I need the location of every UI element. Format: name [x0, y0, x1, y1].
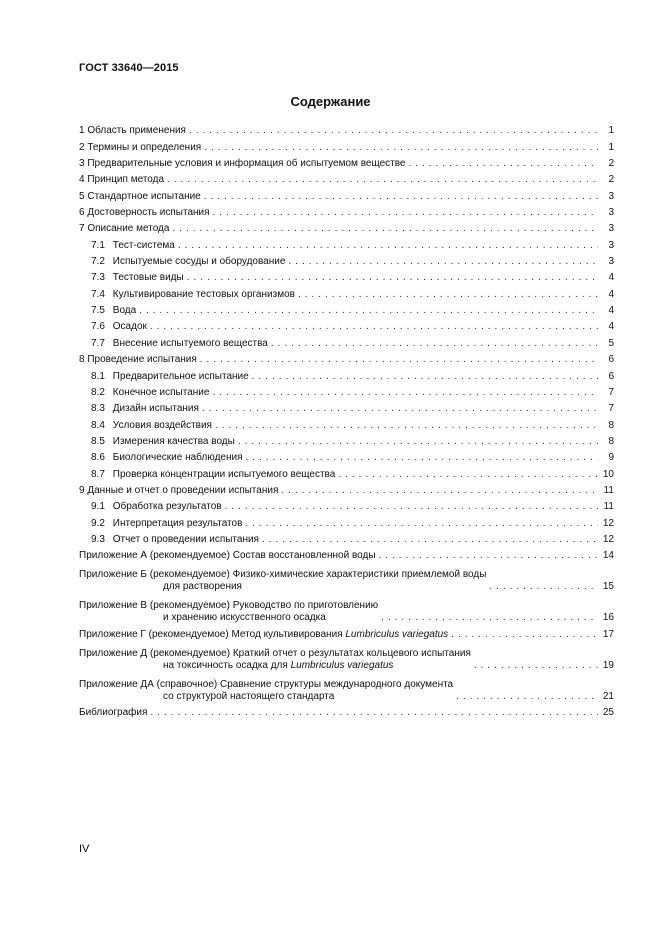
toc-entry-page: 6 — [608, 354, 614, 366]
appendix-title-continued — [79, 660, 471, 672]
dot-leader — [379, 550, 598, 562]
dot-leader — [172, 223, 598, 235]
page-number: IV — [79, 843, 90, 855]
appendix-entry[interactable] — [79, 594, 614, 624]
page-title: Содержание — [290, 94, 371, 109]
toc-entry-page: 6 — [608, 370, 614, 382]
toc-entry-number: 7.6 — [91, 321, 105, 333]
toc-entry[interactable] — [79, 399, 614, 415]
toc-entry-number: 2 — [79, 141, 85, 153]
appendix-title: Приложение В (рекомендуемое) Руководство по приготовлению — [79, 600, 379, 612]
toc-entry[interactable] — [79, 464, 614, 480]
dot-leader — [150, 321, 598, 333]
toc-entry-title: Отчет о проведении испытания — [112, 533, 259, 545]
appendix-title-line2: для растворения — [163, 581, 242, 593]
toc-entry-title: Тестовые виды — [112, 272, 184, 284]
toc-entry-title: Конечное испытание — [112, 386, 210, 398]
appendix-title: Приложение Г (рекомендуемое) Метод культивирования — [79, 628, 346, 640]
toc-entry[interactable] — [79, 235, 614, 251]
appendix-entry[interactable] — [79, 624, 614, 640]
toc-entry-title: Испытуемые сосуды и оборудование — [112, 256, 286, 268]
toc-entry-page: 3 — [608, 223, 614, 235]
appendix-entry[interactable] — [79, 563, 614, 593]
appendix-title: Библиография — [79, 706, 148, 718]
toc-entry-page: 11 — [603, 484, 614, 496]
appendix-page: 21 — [602, 690, 614, 702]
dot-leader — [245, 518, 598, 530]
dot-leader — [451, 629, 598, 641]
toc-entry[interactable] — [79, 333, 614, 349]
toc-entry[interactable] — [79, 268, 614, 284]
dot-leader — [139, 305, 598, 317]
toc-entry-number: 8 — [79, 354, 85, 366]
toc-entry-title: Интерпретация результатов — [112, 517, 243, 529]
appendix-page: 19 — [602, 659, 614, 671]
toc-entry-title: Дизайн испытания — [112, 403, 199, 415]
toc-entry-page: 4 — [608, 272, 614, 284]
toc-entry-page: 7 — [608, 386, 614, 398]
dot-leader — [215, 420, 598, 432]
toc-entry-number: 8.3 — [91, 403, 105, 415]
toc-entry-title: Проведение испытания — [87, 354, 197, 366]
toc-entry-title: Внесение испытуемого вещества — [112, 337, 268, 349]
dot-leader — [281, 485, 598, 497]
toc-entry-title: Биологические наблюдения — [112, 452, 243, 464]
appendix-entry[interactable] — [79, 546, 614, 562]
toc-entry-title: Область применения — [87, 125, 186, 137]
toc-entry-number: 7 — [79, 223, 85, 235]
toc-entry-number: 8.1 — [91, 370, 105, 382]
toc-entry-page: 2 — [608, 174, 614, 186]
toc-entry-title: Культивирование тестовых организмов — [112, 288, 295, 300]
toc-entry[interactable] — [79, 415, 614, 431]
toc-entry-number: 5 — [79, 190, 85, 202]
toc-entry-number: 8.4 — [91, 419, 105, 431]
toc-entry[interactable] — [79, 170, 614, 186]
toc-entry-number: 7.5 — [91, 305, 105, 317]
toc-entry[interactable] — [79, 530, 614, 546]
appendix-title: Приложение ДА (справочное) Сравнение структуры международного документа — [79, 678, 454, 690]
toc-entry-page: 9 — [608, 452, 614, 464]
toc-entry-page: 12 — [602, 533, 614, 545]
dot-leader — [456, 691, 598, 703]
toc-entry[interactable] — [79, 432, 614, 448]
dot-leader — [245, 452, 598, 464]
toc-entry[interactable] — [79, 203, 614, 219]
toc-entry-number: 7.7 — [91, 337, 105, 349]
toc-entry-number: 3 — [79, 158, 85, 170]
toc-entry-page: 1 — [608, 125, 614, 137]
toc-entry[interactable] — [79, 137, 614, 153]
toc-entry-page: 4 — [608, 305, 614, 317]
toc-entry[interactable] — [79, 301, 614, 317]
toc-entry-number: 7.4 — [91, 288, 105, 300]
toc-entry-page: 8 — [608, 435, 614, 447]
dot-leader — [225, 501, 598, 513]
toc-entry-number: 9.2 — [91, 517, 105, 529]
toc-entry[interactable] — [79, 366, 614, 382]
toc-entry-number: 9 — [79, 484, 85, 496]
toc-entry-page: 3 — [608, 207, 614, 219]
toc-entry-title: Измерения качества воды — [112, 435, 235, 447]
toc-entry-page: 2 — [608, 158, 614, 170]
toc-entry[interactable] — [79, 448, 614, 464]
toc-entry-page: 12 — [602, 517, 614, 529]
toc-entry[interactable] — [79, 186, 614, 202]
toc-entry-page: 11 — [603, 501, 614, 513]
appendix-title-line2: и хранению искусственного осадка — [163, 612, 326, 624]
toc-entry-title: Тест-система — [112, 239, 175, 251]
toc-entry[interactable] — [79, 350, 614, 366]
toc-entry[interactable] — [79, 284, 614, 300]
toc-entry[interactable] — [79, 317, 614, 333]
toc-entry[interactable] — [79, 481, 614, 497]
appendix-page: 17 — [602, 628, 614, 640]
dot-leader — [213, 207, 598, 219]
dot-leader — [202, 403, 598, 415]
appendix-title-line2: со структурой настоящего стандарта — [163, 690, 335, 702]
dot-leader — [489, 581, 598, 593]
toc-entry-page: 4 — [608, 321, 614, 333]
toc-entry-number: 9.1 — [91, 501, 105, 513]
toc-entry-number: 8.2 — [91, 386, 105, 398]
dot-leader — [178, 240, 598, 252]
dot-leader — [298, 289, 598, 301]
toc-entry-title: Осадок — [112, 321, 147, 333]
toc-entry-title: Данные и отчет о проведении испытания — [87, 484, 279, 496]
dot-leader — [204, 191, 598, 203]
toc-entry-title: Предварительные условия и информация об испытуемом веществе — [87, 158, 406, 170]
toc-entry-page: 4 — [608, 288, 614, 300]
toc-entry-title: Обработка результатов — [112, 501, 222, 513]
dot-leader — [381, 612, 598, 624]
toc-entry-number: 7.3 — [91, 272, 105, 284]
toc-entry-title: Условия воздействия — [112, 419, 212, 431]
toc-entry-number: 7.2 — [91, 256, 105, 268]
appendix-title-line2: на токсичность осадка для — [163, 659, 291, 671]
toc-entry-number: 8.7 — [91, 468, 105, 480]
toc-entry-number: 8.6 — [91, 452, 105, 464]
toc-entry-number: 6 — [79, 207, 85, 219]
appendix-title-continued — [79, 581, 486, 593]
toc-entry-page: 3 — [608, 239, 614, 251]
dot-leader — [204, 142, 598, 154]
dot-leader — [262, 534, 598, 546]
species-name: Lumbriculus variegatus — [345, 628, 449, 640]
dot-leader — [474, 660, 598, 672]
toc-entry-title: Стандартное испытание — [87, 190, 201, 202]
toc-entry-page: 7 — [608, 403, 614, 415]
toc-entry[interactable] — [79, 154, 614, 170]
dot-leader — [409, 158, 599, 170]
toc-entry-title: Достоверность испытания — [87, 207, 210, 219]
dot-leader — [187, 272, 598, 284]
appendix-title: Приложение А (рекомендуемое) Состав восстановленной воды — [79, 550, 376, 562]
dot-leader — [200, 354, 598, 366]
dot-leader — [212, 387, 598, 399]
species-name: Lumbriculus variegatus — [290, 659, 394, 671]
toc-entry-title: Принцип метода — [87, 174, 165, 186]
table-of-contents — [79, 121, 614, 719]
toc-entry-page: 10 — [602, 468, 614, 480]
toc-entry-page: 3 — [608, 190, 614, 202]
toc-entry-title: Вода — [112, 305, 137, 317]
appendix-title-continued — [79, 691, 453, 703]
toc-entry-number: 4 — [79, 174, 85, 186]
toc-entry[interactable] — [79, 383, 614, 399]
toc-entry-page: 8 — [608, 419, 614, 431]
toc-entry-number: 7.1 — [91, 239, 105, 251]
dot-leader — [252, 371, 598, 383]
dot-leader — [271, 338, 598, 350]
dot-leader — [150, 707, 598, 719]
appendix-page: 16 — [602, 612, 614, 624]
toc-entry[interactable] — [79, 121, 614, 137]
dot-leader — [167, 174, 598, 186]
appendix-page: 25 — [602, 706, 614, 718]
appendix-page: 14 — [602, 550, 614, 562]
toc-entry-title: Термины и определения — [87, 141, 202, 153]
appendix-entry[interactable] — [79, 703, 614, 719]
toc-entry[interactable] — [79, 497, 614, 513]
toc-entry-number: 8.5 — [91, 435, 105, 447]
dot-leader — [189, 125, 598, 137]
toc-entry-page: 3 — [608, 256, 614, 268]
toc-entry-title: Проверка концентрации испытуемого вещества — [112, 468, 336, 480]
toc-entry-number: 1 — [79, 125, 85, 137]
appendix-title: Приложение Д (рекомендуемое) Краткий отчет о результатах кольцевого испытания — [79, 647, 471, 659]
appendix-page: 15 — [602, 581, 614, 593]
toc-entry-title: Описание метода — [87, 223, 170, 235]
appendix-title-continued — [79, 612, 378, 624]
toc-entry-title: Предварительное испытание — [112, 370, 249, 382]
document-id: ГОСТ 33640—2015 — [79, 62, 179, 74]
toc-entry-page: 5 — [608, 337, 614, 349]
toc-entry[interactable] — [79, 513, 614, 529]
toc-entry[interactable] — [79, 219, 614, 235]
dot-leader — [238, 436, 598, 448]
toc-entry-number: 9.3 — [91, 533, 105, 545]
toc-entry-page: 1 — [608, 141, 614, 153]
dot-leader — [338, 469, 598, 481]
appendix-title: Приложение Б (рекомендуемое) Физико-химические характеристики приемлемой воды — [79, 569, 487, 581]
appendix-entry[interactable] — [79, 673, 614, 703]
appendix-entry[interactable] — [79, 642, 614, 672]
dot-leader — [288, 256, 598, 268]
toc-entry[interactable] — [79, 252, 614, 268]
